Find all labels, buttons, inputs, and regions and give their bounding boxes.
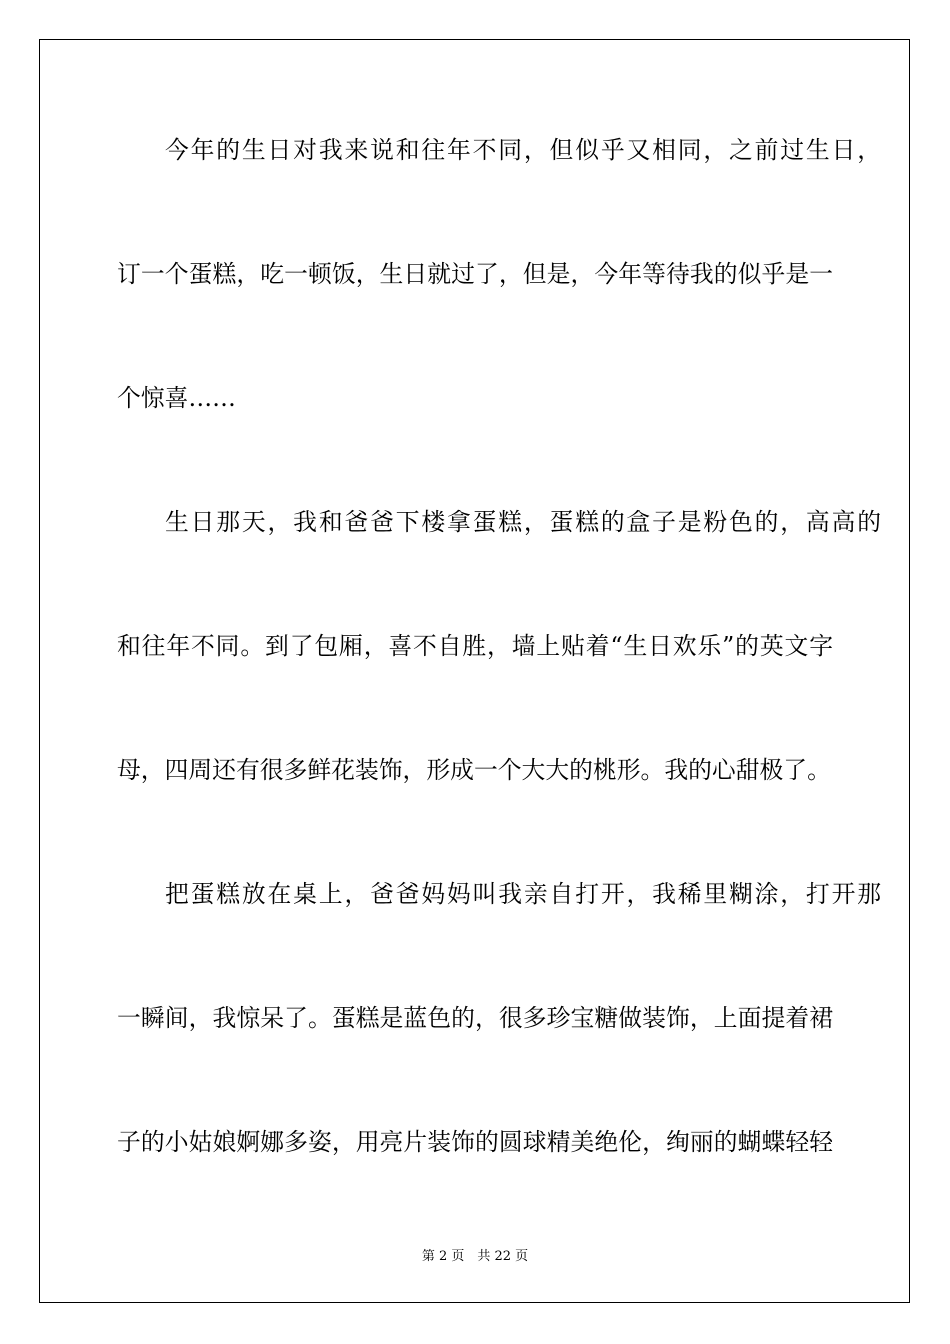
paragraph-1-line-1: 今年的生日对我来说和往年不同，但似乎又相同，之前过生日， — [165, 136, 881, 164]
paragraph-2-line-2: 和往年不同。到了包厢，喜不自胜，墙上贴着“生日欢乐”的英文字 — [117, 632, 833, 660]
paragraph-2-line-1: 生日那天，我和爸爸下楼拿蛋糕，蛋糕的盒子是粉色的，高高的 — [165, 508, 881, 536]
paragraph-3-line-2: 一瞬间，我惊呆了。蛋糕是蓝色的，很多珍宝糖做装饰，上面提着裙 — [117, 1004, 833, 1032]
page-border — [39, 39, 910, 1303]
paragraph-2-line-3: 母，四周还有很多鲜花装饰，形成一个大大的桃形。我的心甜极了。 — [117, 756, 831, 784]
paragraph-1-line-2: 订一个蛋糕，吃一顿饭，生日就过了，但是，今年等待我的似乎是一 — [117, 260, 833, 288]
paragraph-3-line-1: 把蛋糕放在桌上，爸爸妈妈叫我亲自打开，我稀里糊涂，打开那 — [165, 880, 881, 908]
page-number-footer: 第 2 页 共 22 页 — [421, 1249, 529, 1264]
paragraph-3-line-3: 子的小姑娘婀娜多姿，用亮片装饰的圆球精美绝伦，绚丽的蝴蝶轻轻 — [117, 1128, 833, 1156]
paragraph-1-line-3: 个惊喜…… — [117, 384, 236, 412]
